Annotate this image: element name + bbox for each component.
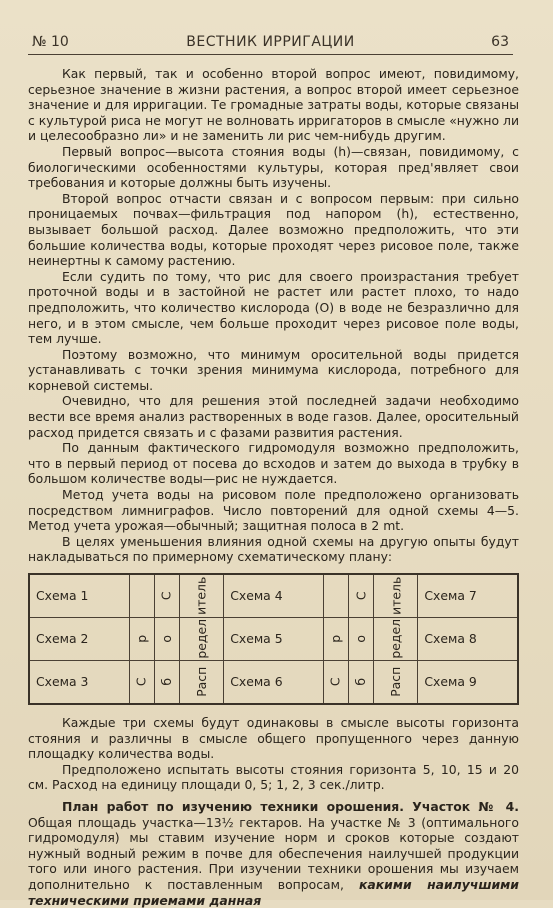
paragraph: Если судить по тому, что рис для своего произрастания требует проточной воды и в застойной не растет или растет плохо, то надо предположить, что количество кислорода (О) в воде не безразлично для него, и в этом смысле, чем больше проходит через рисовое поле воды, тем лучше. bbox=[28, 268, 519, 347]
paragraph: Как первый, так и особенно второй вопрос имеют, повидимому, серьезное значение в жизни растения, а вопрос второй имеет серьезное значение и для ирригации. Те громадные затраты воды, которые связаны с культурой риса не могут не волновать ирригаторов в смысле «нужно ли и целесообразно ли» и не заменить ли рис чем-нибудь другим. bbox=[28, 66, 519, 144]
page-number: 63 bbox=[491, 34, 509, 50]
paragraph: Очевидно, что для решения этой последней задачи необходимо вести все время анализ растворенных в воде газов. Далее, оросительный расход придется связать и с фазами развития растения. bbox=[28, 393, 519, 440]
divider-cell: б bbox=[348, 661, 373, 705]
divider-cell: С bbox=[323, 661, 348, 705]
divider-cell bbox=[129, 574, 154, 618]
scheme-table bbox=[28, 573, 519, 705]
divider-cell: С bbox=[348, 574, 373, 618]
scheme-cell: Схема 8 bbox=[418, 618, 518, 661]
divider-cell: б bbox=[154, 661, 179, 705]
divider-cell: о bbox=[154, 618, 179, 661]
divider-cell bbox=[323, 574, 348, 618]
paragraph: В целях уменьшения влияния одной схемы на другую опыты будут накладываться по примерному схематическому плану: bbox=[28, 533, 519, 565]
final-paragraph bbox=[28, 799, 519, 908]
divider-cell: С bbox=[129, 661, 154, 705]
running-header bbox=[28, 30, 513, 55]
paragraph: Поэтому возможно, что минимум оросительной воды придется устанавливать с точки зрения минимума кислорода, потребного для корневой системы. bbox=[28, 346, 519, 393]
divider-cell: итель bbox=[374, 574, 418, 618]
divider-cell: редел bbox=[179, 618, 223, 661]
article-body bbox=[28, 66, 519, 908]
scheme-cell: Схема 6 bbox=[224, 661, 324, 705]
paragraph: Предположено испытать высоты стояния горизонта 5, 10, 15 и 20 см. Расход на единицу площади 0, 5; 1, 2, 3 сек./литр. bbox=[28, 761, 519, 793]
journal-title: ВЕСТНИК ИРРИГАЦИИ bbox=[186, 34, 355, 50]
paragraph: Каждые три схемы будут одинаковы в смысле высоты горизонта стояния и различны в смысле общего пропущенного через данную площадку количества воды. bbox=[28, 715, 519, 762]
divider-cell: итель bbox=[179, 574, 223, 618]
scheme-cell: Схема 3 bbox=[29, 661, 129, 705]
italic-tail: какими наилучшими техническими приемами данная bbox=[28, 876, 519, 908]
table-row bbox=[29, 661, 518, 705]
paragraph: Второй вопрос отчасти связан и с вопросом первым: при сильно проницаемых почвах—фильтрация под напором (h), естественно, вызывает большой расход. Далее возможно предположить, что эти большие количества воды, которые проходят через рисовое поле, также неинертны к самому растению. bbox=[28, 190, 519, 269]
table-row bbox=[29, 618, 518, 661]
scheme-cell: Схема 9 bbox=[418, 661, 518, 705]
paragraph: Метод учета воды на рисовом поле предположено организовать посредством лимниграфов. Число повторений для одной схемы 4—5. Метод учета урожая—обычный; защитная полоса в 2 mt. bbox=[28, 487, 519, 534]
paragraph: По данным фактического гидромодуля возможно предположить, что в первый период от посева до всходов и затем до выхода в трубку в большом количестве воды—рис не нуждается. bbox=[28, 440, 519, 487]
scheme-plan bbox=[28, 573, 519, 705]
divider-cell: редел bbox=[374, 618, 418, 661]
scheme-cell: Схема 2 bbox=[29, 618, 129, 661]
divider-cell: р bbox=[129, 618, 154, 661]
divider-cell: о bbox=[348, 618, 373, 661]
paragraph-text: Общая площадь участка—13½ гектаров. На участке № 3 (оптимального гидромодуля) мы ставим изучение норм и сроков которые создают нужный водный режим в почве для обеспечения наилучшей продукции того или иного растения. При изучении техники орошения мы изучаем дополнительно к поставленным вопросам, bbox=[28, 814, 519, 892]
paragraph: Первый вопрос—высота стояния воды (h)—связан, повидимому, с биологическими особенностями культуры, которая пред'являет свои требования и которые должны быть изучены. bbox=[28, 143, 519, 191]
scheme-cell: Схема 4 bbox=[224, 574, 324, 618]
scheme-cell: Схема 7 bbox=[418, 574, 518, 618]
divider-cell: С bbox=[154, 574, 179, 618]
issue-number: № 10 bbox=[32, 34, 69, 50]
table-row bbox=[29, 574, 518, 618]
divider-cell: Расп bbox=[374, 661, 418, 705]
section-heading: План работ по изучению техники орошения. Участок № 4. bbox=[62, 798, 519, 814]
scheme-cell: Схема 5 bbox=[224, 618, 324, 661]
divider-cell: р bbox=[323, 618, 348, 661]
divider-cell: Расп bbox=[179, 661, 223, 705]
scheme-cell: Схема 1 bbox=[29, 574, 129, 618]
